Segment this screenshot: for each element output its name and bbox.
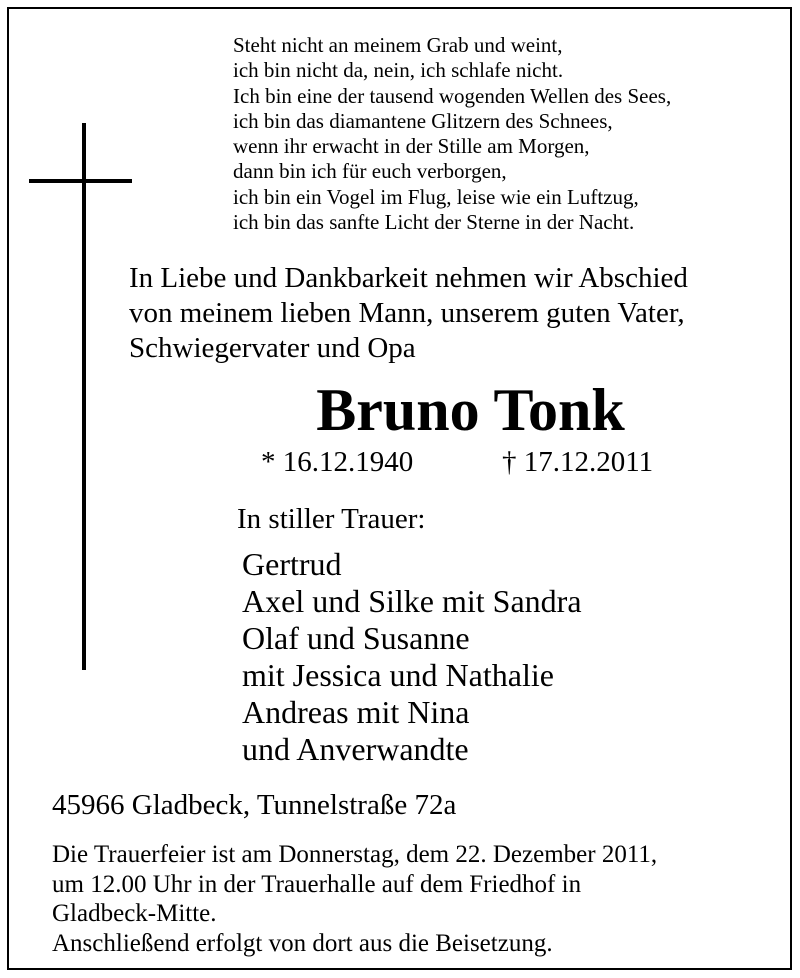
poem — [233, 33, 671, 235]
intro-line: In Liebe und Dankbarkeit nehmen wir Abschied — [129, 262, 688, 294]
birth-date: * 16.12.1940 — [261, 446, 414, 478]
farewell-intro — [129, 261, 688, 366]
ceremony-line: Gladbeck-Mitte. — [52, 900, 217, 927]
poem-line: Steht nicht an meinem Grab und weint, — [233, 33, 563, 57]
list-item: und Anverwandte — [242, 731, 469, 767]
list-item: Andreas mit Nina — [242, 694, 470, 730]
death-date: † 17.12.2011 — [502, 446, 654, 478]
poem-line: Ich bin eine der tausend wogenden Wellen des Sees, — [233, 83, 672, 108]
list-item: Gertrud — [242, 546, 342, 582]
cross-horizontal-bar — [29, 179, 132, 183]
family-address: 45966 Gladbeck, Tunnelstraße 72a — [52, 789, 457, 821]
mourners-label: In stiller Trauer: — [237, 503, 426, 535]
list-item: Axel und Silke mit Sandra — [242, 583, 582, 619]
poem-line: wenn ihr erwacht in der Stille am Morgen, — [233, 134, 590, 159]
list-item: mit Jessica und Nathalie — [242, 657, 554, 693]
ceremony-line: Die Trauerfeier ist am Donnerstag, dem 22. Dezember 2011, — [52, 841, 658, 868]
poem-line: ich bin das sanfte Licht der Sterne in der Nacht. — [233, 210, 635, 235]
ceremony-line: um 12.00 Uhr in der Trauerhalle auf dem Friedhof in — [52, 870, 582, 898]
poem-line: ich bin das diamantene Glitzern des Schnees, — [233, 108, 613, 133]
obituary-notice — [7, 7, 792, 970]
intro-line: Schwiegervater und Opa — [129, 332, 416, 364]
intro-line: von meinem lieben Mann, unserem guten Vater, — [129, 297, 685, 329]
poem-line: ich bin ein Vogel im Flug, leise wie ein Luftzug, — [233, 184, 639, 209]
deceased-name: Bruno Tonk — [316, 377, 625, 443]
ceremony-info — [52, 840, 657, 958]
poem-line: dann bin ich für euch verborgen, — [233, 159, 507, 184]
mourners-list — [242, 546, 582, 768]
poem-line: ich bin nicht da, nein, ich schlafe nicht. — [233, 58, 564, 83]
list-item: Olaf und Susanne — [242, 620, 470, 656]
ceremony-line: Anschließend erfolgt von dort aus die Beisetzung. — [52, 929, 553, 957]
